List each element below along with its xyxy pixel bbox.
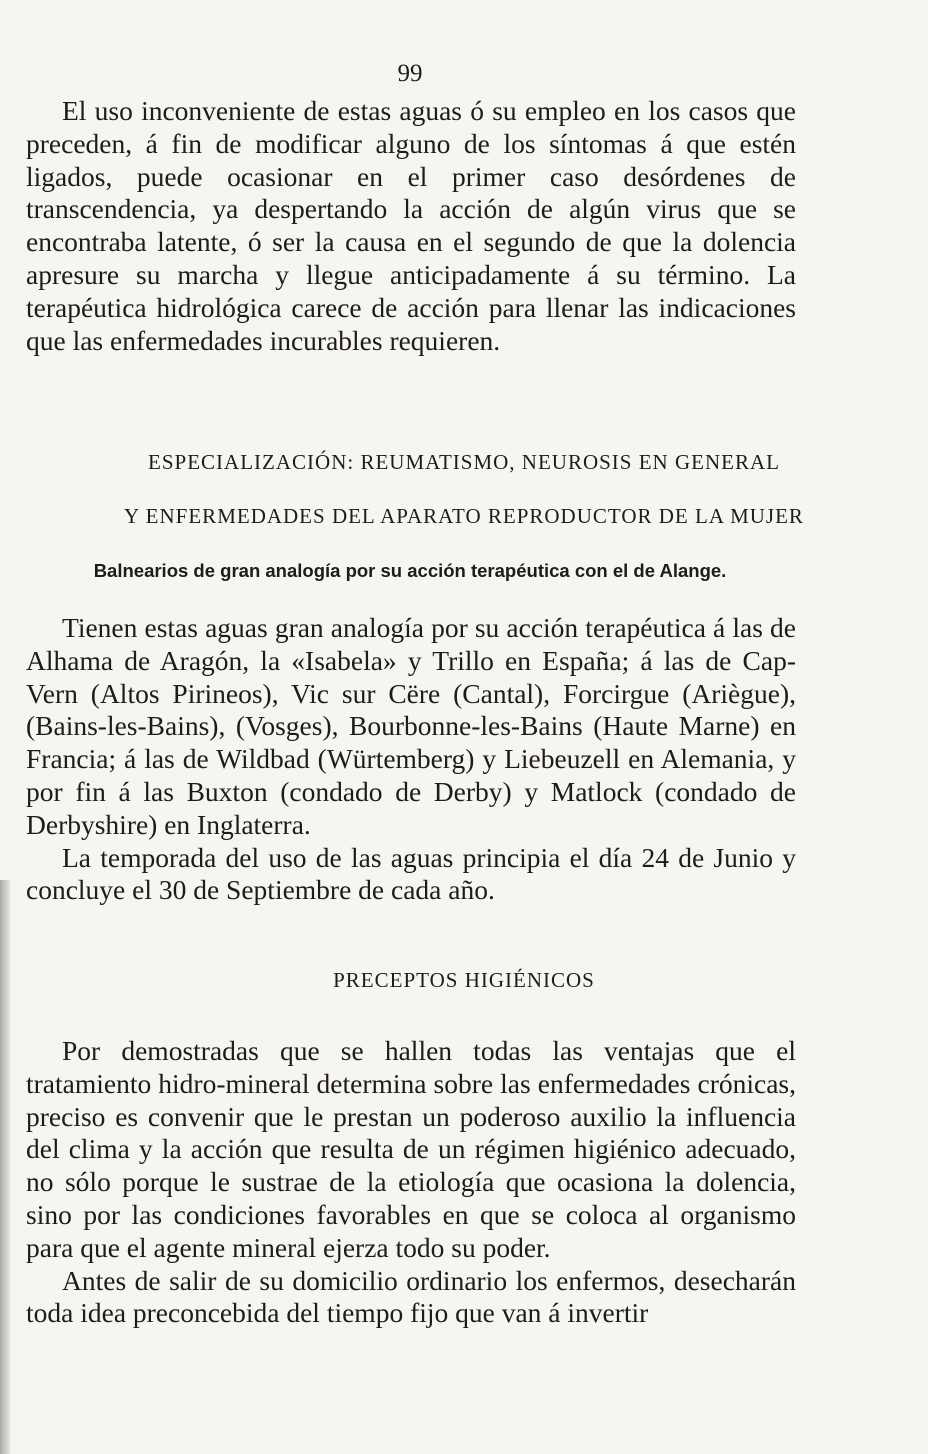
section-heading-line-2: Y ENFERMEDADES DEL APARATO REPRODUCTOR DE LA MUJER	[124, 504, 804, 528]
closing-paragraph: Antes de salir de su domicilio ordinario los enfermos, desecharán toda idea preconcebida del tiempo fijo que van á invertir	[26, 1264, 796, 1329]
intro-paragraph: El uso inconveniente de estas aguas ó su empleo en los casos que preceden, á fin de modificar alguno de los síntomas á que estén ligados, puede ocasionar en el primer caso desórdenes de transcendencia, ya despertando la acción de algún virus que se encontraba latente, ó ser la causa en el segundo de que la dolencia apresure su marcha y llegue anticipadamente á su término. La terapéutica hidrológica carece de acción para llenar las indicaciones que las enfermedades incurables requieren.	[26, 95, 796, 356]
hygiene-heading: PRECEPTOS HIGIÉNICOS	[333, 968, 595, 992]
page-number: 99	[397, 60, 423, 87]
analogy-paragraph: Tienen estas aguas gran analogía por su acción terapéutica á las de Alhama de Aragón, la «Isabela» y Trillo en España; á las de Cap-Vern (Altos Pirineos), Vic sur Cëre (Cantal), Forcirgue (Ariègue), (Bains-les-Bains), (Vosges), Bourbonne-les-Bains (Haute Marne) en Francia; á las de Wildbad (Würtemberg) y Liebeuzell en Alemania, y por fin á las Buxton (condado de Derby) y Matlock (condado de Derbyshire) en Inglaterra.	[26, 612, 796, 840]
intro-section	[26, 95, 796, 357]
hygiene-section	[26, 1035, 796, 1330]
analogy-section	[26, 612, 796, 907]
page-binding-edge	[0, 880, 10, 1454]
hygiene-paragraph: Por demostradas que se hallen todas las ventajas que el tratamiento hidro-mineral determina sobre las enfermedades crónicas, preciso es convenir que le prestan un poderoso auxilio la influencia del clima y la acción que resulta de un régimen higiénico adecuado, no sólo porque le sustrae de la etiología que ocasiona la dolencia, sino por las condiciones favorables en que se coloca al organismo para que el agente mineral ejerza todo su poder.	[26, 1035, 796, 1263]
section-heading-line-1: ESPECIALIZACIÓN: REUMATISMO, NEUROSIS EN GENERAL	[148, 450, 780, 474]
season-paragraph: La temporada del uso de las aguas principia el día 24 de Junio y concluye el 30 de Septiembre de cada año.	[26, 841, 796, 906]
section-subheading: Balnearios de gran analogía por su acción terapéutica con el de Alange.	[93, 560, 727, 581]
